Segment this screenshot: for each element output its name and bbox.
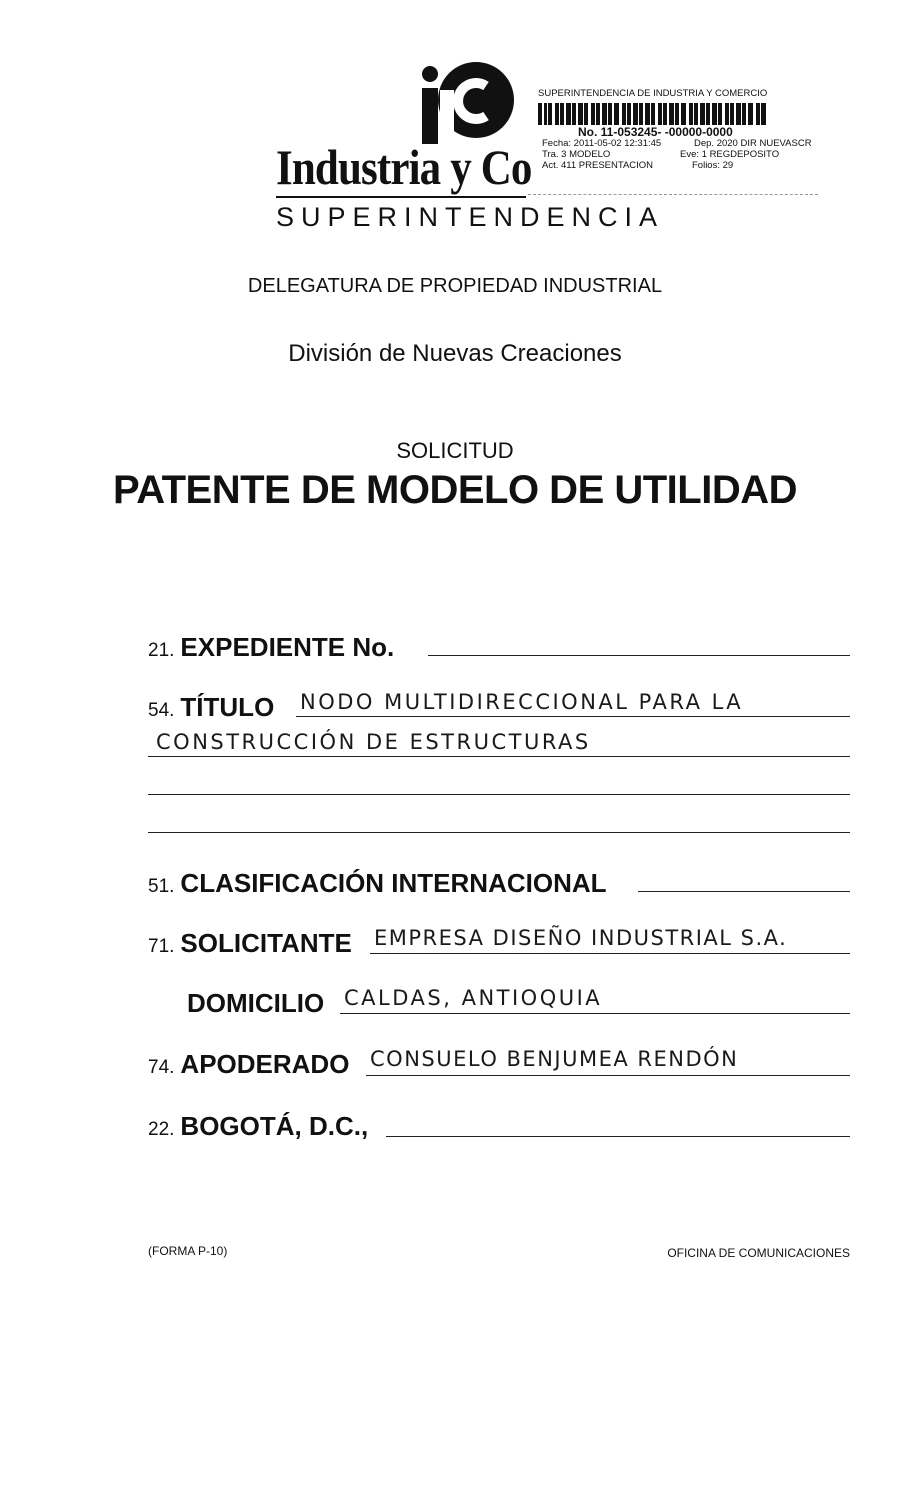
apoderado-value: CONSUELO BENJUMEA RENDÓN	[370, 1047, 739, 1071]
page-title: PATENTE DE MODELO DE UTILIDAD	[112, 468, 797, 512]
stamp-dep: Dep. 2020 DIR NUEVASCR	[694, 138, 812, 149]
bogota-number: 22.	[148, 1119, 175, 1140]
domicilio-value: CALDAS, ANTIOQUIA	[344, 986, 603, 1010]
solicitud-heading: SOLICITUD	[396, 438, 514, 463]
bogota-label	[148, 1111, 368, 1142]
stamp-eve: Eve: 1 REGDEPOSITO	[680, 149, 780, 160]
stamp-act: Act. 411 PRESENTACION	[542, 160, 654, 171]
titulo-field-line4[interactable]	[148, 832, 850, 833]
delegatura-heading: DELEGATURA DE PROPIEDAD INDUSTRIAL	[247, 275, 663, 297]
titulo-label-text: TÍTULO	[180, 692, 275, 722]
stamp-agency: SUPERINTENDENCIA DE INDUSTRIA Y COMERCIO	[538, 88, 768, 99]
bogota-field[interactable]	[386, 1136, 850, 1137]
titulo-field-line1[interactable]	[296, 716, 850, 717]
logo-wordmark: Industria y Co	[276, 139, 532, 195]
titulo-number: 54.	[148, 700, 175, 721]
expediente-field[interactable]	[428, 655, 850, 656]
solicitante-label	[148, 928, 352, 959]
solicitante-label-text: SOLICITANTE	[180, 928, 352, 958]
domicilio-field[interactable]	[340, 1013, 850, 1014]
apoderado-label-text: APODERADO	[180, 1049, 350, 1079]
clasificacion-label-text: CLASIFICACIÓN INTERNACIONAL	[180, 868, 607, 898]
bogota-label-text: BOGOTÁ, D.C.,	[180, 1111, 369, 1141]
clasificacion-label	[148, 868, 607, 899]
expediente-label	[148, 632, 394, 663]
titulo-field-line2[interactable]	[148, 756, 850, 757]
solicitante-field[interactable]	[370, 953, 850, 954]
clasificacion-number: 51.	[148, 876, 175, 897]
solicitante-number: 71.	[148, 936, 175, 957]
stamp-fecha: Fecha: 2011-05-02 12:31:45	[542, 138, 662, 149]
filing-stamp	[538, 88, 838, 171]
titulo-value-line2: CONSTRUCCIÓN DE ESTRUCTURAS	[156, 730, 591, 754]
logo-subtitle: SUPERINTENDENCIA	[276, 202, 665, 232]
titulo-value-line1: NODO MULTIDIRECCIONAL PARA LA	[300, 690, 744, 714]
office-name: OFICINA DE COMUNICACIONES	[667, 1246, 850, 1260]
solicitante-value: EMPRESA DISEÑO INDUSTRIAL S.A.	[374, 926, 788, 950]
sic-logo-icon	[408, 60, 528, 148]
division-heading: División de Nuevas Creaciones	[288, 340, 622, 367]
titulo-field-line3[interactable]	[148, 794, 850, 795]
clasificacion-field[interactable]	[638, 891, 850, 892]
apoderado-field[interactable]	[366, 1075, 850, 1076]
titulo-label	[148, 692, 274, 723]
apoderado-label	[148, 1049, 349, 1080]
stamp-tra: Tra. 3 MODELO	[542, 149, 611, 160]
stamp-number: No. 11-053245- -00000-0000	[578, 125, 733, 139]
expediente-number: 21.	[148, 640, 175, 661]
barcode-icon	[538, 103, 766, 125]
apoderado-number: 74.	[148, 1057, 175, 1078]
form-code: (FORMA P-10)	[148, 1244, 228, 1258]
domicilio-label: DOMICILIO	[187, 988, 325, 1018]
expediente-label-text: EXPEDIENTE No.	[180, 632, 395, 662]
logo-divider	[276, 196, 526, 198]
stamp-folios: Folios: 29	[692, 160, 734, 171]
stamp-divider	[528, 194, 818, 196]
